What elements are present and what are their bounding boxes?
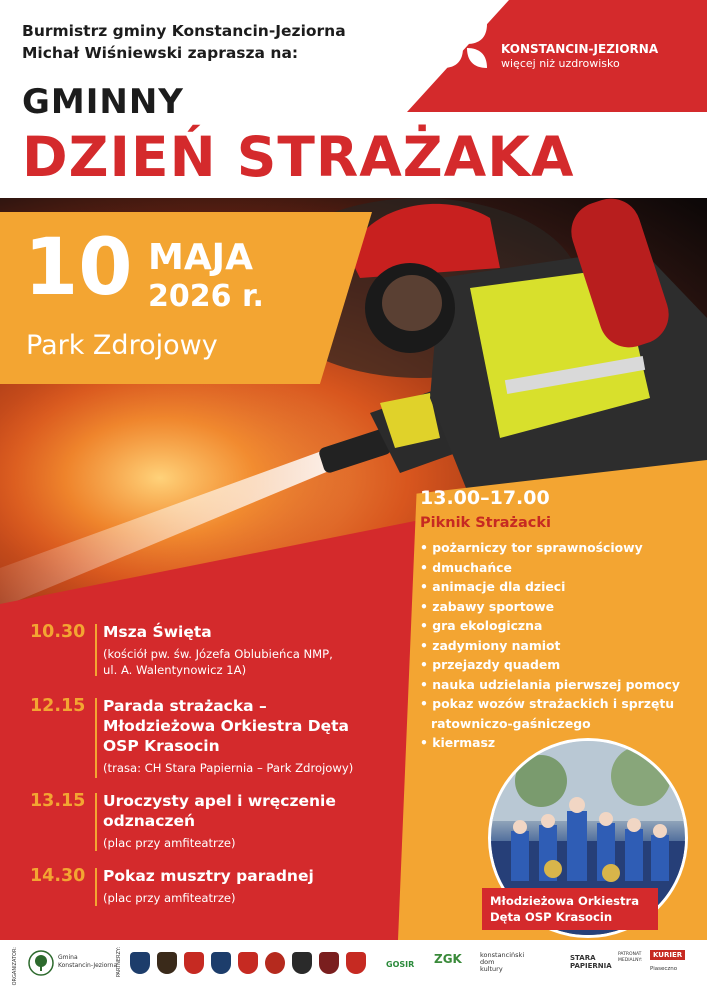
program-details	[103, 760, 413, 776]
intro-line-2: Michał Wiśniewski zaprasza na:	[22, 44, 299, 62]
fire-brigade-badge-icon	[157, 952, 177, 974]
list-item: • pokaz wozów strażackich i sprzętu	[420, 694, 680, 714]
piaseczno-logo: Piaseczno	[650, 966, 678, 972]
list-item: • pożarniczy tor sprawnościowy	[420, 538, 680, 558]
police-badge-icon	[211, 952, 231, 974]
event-day: 10	[24, 223, 133, 313]
fire-brigade-badge-icon	[130, 952, 150, 974]
program-title: Uroczysty apel i wręczenie odznaczeń	[103, 792, 336, 830]
list-item: • zadymiony namiot	[420, 636, 680, 656]
program-detail-line: ul. A. Walentynowicz 1A)	[103, 663, 247, 677]
program-title: Msza Święta	[103, 623, 212, 641]
program-detail-line: (plac przy amfiteatrze)	[103, 836, 236, 850]
program-details	[103, 646, 413, 678]
zgk-logo: ZGK	[434, 952, 462, 966]
flower-logo-icon	[439, 20, 491, 72]
program-divider	[95, 868, 97, 906]
media-patronage-label: PATRONAT MEDIALNY:	[618, 952, 643, 963]
program-details	[103, 835, 413, 851]
title-big: DZIEŃ STRAŻAKA	[22, 125, 575, 189]
kurier-logo: KURIER	[650, 950, 685, 960]
program-detail-line: (kościół pw. św. Józefa Oblubieńca NMP,	[103, 647, 333, 661]
list-item: • gra ekologiczna	[420, 616, 680, 636]
list-item: • dmuchańce	[420, 558, 680, 578]
program-detail-line: (plac przy amfiteatrze)	[103, 891, 236, 905]
list-item: • animacje dla dzieci	[420, 577, 680, 597]
event-month: MAJA	[148, 237, 253, 278]
picnic-title: Piknik Strażacki	[420, 515, 551, 531]
gosir-logo: GOSIR	[386, 960, 415, 969]
organizer-name: Gmina Konstancin-Jeziorna	[58, 954, 118, 969]
fire-brigade-badge-icon	[292, 952, 312, 974]
fire-brigade-badge-icon	[265, 952, 285, 974]
program-time: 12.15	[30, 696, 86, 716]
picnic-list	[420, 538, 680, 753]
program-details	[103, 890, 413, 906]
program-title: Pokaz musztry paradnej	[103, 867, 314, 885]
event-year: 2026 r.	[148, 279, 264, 314]
band-label	[482, 888, 658, 930]
program-divider	[95, 698, 97, 778]
list-item: • nauka udzielania pierwszej pomocy	[420, 675, 680, 695]
title-small: GMINNY	[22, 82, 184, 122]
brand-tagline: więcej niż uzdrowisko	[501, 57, 620, 70]
picnic-time: 13.00–17.00	[420, 487, 550, 509]
program-title: Parada strażacka – Młodzieżowa Orkiestra Dęta OSP Krasocin	[103, 697, 349, 755]
stara-papiernia-logo: STARA PAPIERNIA	[570, 954, 612, 970]
intro-line-1: Burmistrz gminy Konstancin-Jeziorna	[22, 22, 346, 40]
program-time: 14.30	[30, 866, 86, 886]
list-item: ratowniczo-gaśniczego	[431, 715, 591, 731]
fire-brigade-badge-icon	[238, 952, 258, 974]
program-divider	[95, 624, 97, 676]
band-label-line: Młodzieżowa Orkiestra	[490, 894, 640, 908]
organizer-label: ORGANIZATOR:	[12, 947, 18, 986]
brand-logo-block	[439, 20, 689, 80]
program-detail-line: (trasa: CH Stara Papiernia – Park Zdrojowy)	[103, 761, 354, 775]
program-time: 10.30	[30, 622, 86, 642]
brand-name: KONSTANCIN-JEZIORNA	[501, 42, 659, 56]
band-label-line: Dęta OSP Krasocin	[490, 910, 613, 924]
fire-brigade-badge-icon	[319, 952, 339, 974]
list-item: • kiermasz	[420, 733, 680, 753]
kdk-logo: konstanciński dom kultury	[480, 951, 525, 973]
event-place: Park Zdrojowy	[26, 330, 218, 361]
program-divider	[95, 793, 97, 851]
list-item: • przejazdy quadem	[420, 655, 680, 675]
partners-label: PARTNERZY:	[116, 947, 122, 978]
fire-brigade-badge-icon	[346, 952, 366, 974]
fire-brigade-badge-icon	[184, 952, 204, 974]
program-time: 13.15	[30, 791, 86, 811]
tree-logo-icon	[28, 950, 54, 976]
list-item: • zabawy sportowe	[420, 597, 680, 617]
intro-text	[22, 20, 346, 64]
